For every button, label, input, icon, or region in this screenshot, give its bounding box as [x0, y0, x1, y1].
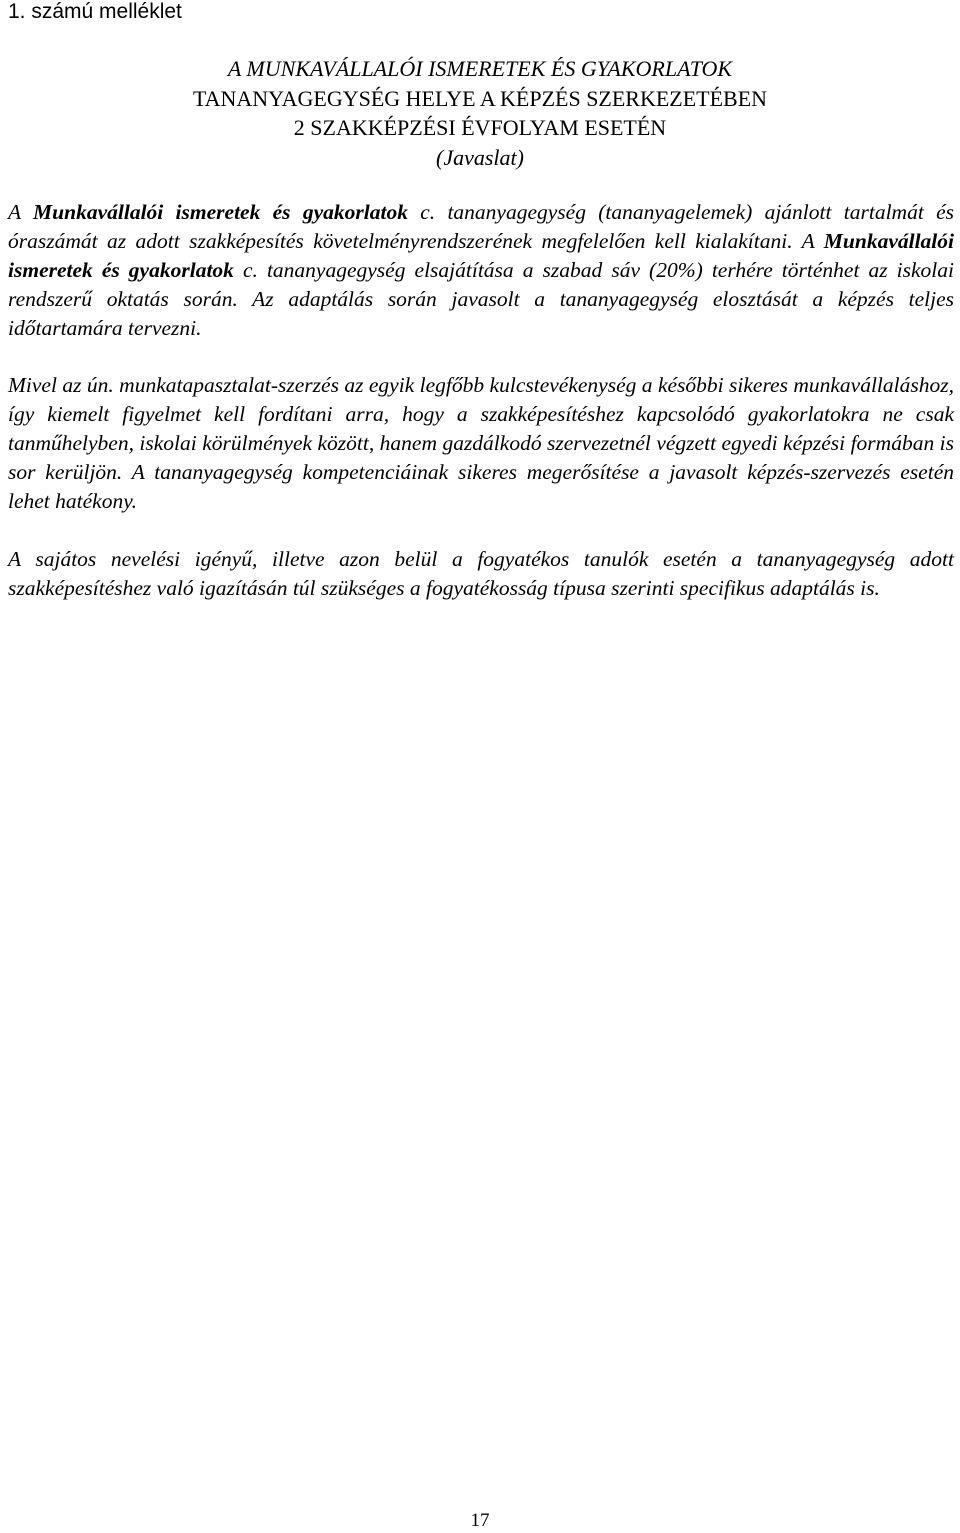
title-line-1: A MUNKAVÁLLALÓI ISMERETEK ÉS GYAKORLATOK: [227, 56, 733, 81]
annex-label: 1. számú melléklet: [8, 0, 182, 23]
paragraph-1-bold-a: Munkavállalói ismeretek és gyakorlatok: [33, 200, 408, 224]
title-line-2: TANANYAGEGYSÉG HELYE A KÉPZÉS SZERKEZETÉBEN: [192, 85, 768, 111]
paragraph-2: Mivel az ún. munkatapasztalat-szerzés az egyik legfőbb kulcstevékenység a későbbi sikeres munkavállaláshoz, így kiemelt figyelmet kell fordítani arra, hogy a szakképesítéshez kapcsolódó gyakorlatokra ne csak tanműhelyben, iskolai körülmények között, hanem gazdálkodó szervezetnél végzett egyedi képzési formában is sor kerüljön. A tananyagegység kompetenciáinak sikeres megerősítése a javasolt képzés-szervezés esetén lehet hatékony.: [8, 373, 954, 513]
paragraph-1-text-b: c. tananyagegység (tananyagelemek) ajánlott tartalmát és óraszámát az adott szakképesítés követelményrendszerének megfelelően kell kialakítani. A: [8, 200, 954, 253]
page-number: 17: [470, 1510, 490, 1531]
paragraph-3: A sajátos nevelési igényű, illetve azon belül a fogyatékos tanulók esetén a tananyagegység adott szakképesítéshez való igazításán túl szükséges a fogyatékosság típusa szerinti specifikus adaptálás is.: [8, 547, 954, 600]
paragraph-1: [8, 198, 954, 343]
title-subtitle: (Javaslat): [436, 144, 524, 170]
paragraph-1-text-a: A: [8, 200, 34, 224]
paragraph-1-bold-b: Munkavállalói ismeretek és gyakorlatok: [8, 229, 954, 282]
title-line-3: 2 SZAKKÉPZÉSI ÉVFOLYAM ESETÉN: [293, 115, 667, 140]
paragraph-1-text-c: c. tananyagegység elsajátítása a szabad sáv (20%) terhére történhet az iskolai rendszerű oktatás során. Az adaptálás során javasolt a tananyagegység elosztását a képzés teljes időtartamára tervezni.: [8, 258, 954, 340]
document-title: [0, 54, 960, 172]
